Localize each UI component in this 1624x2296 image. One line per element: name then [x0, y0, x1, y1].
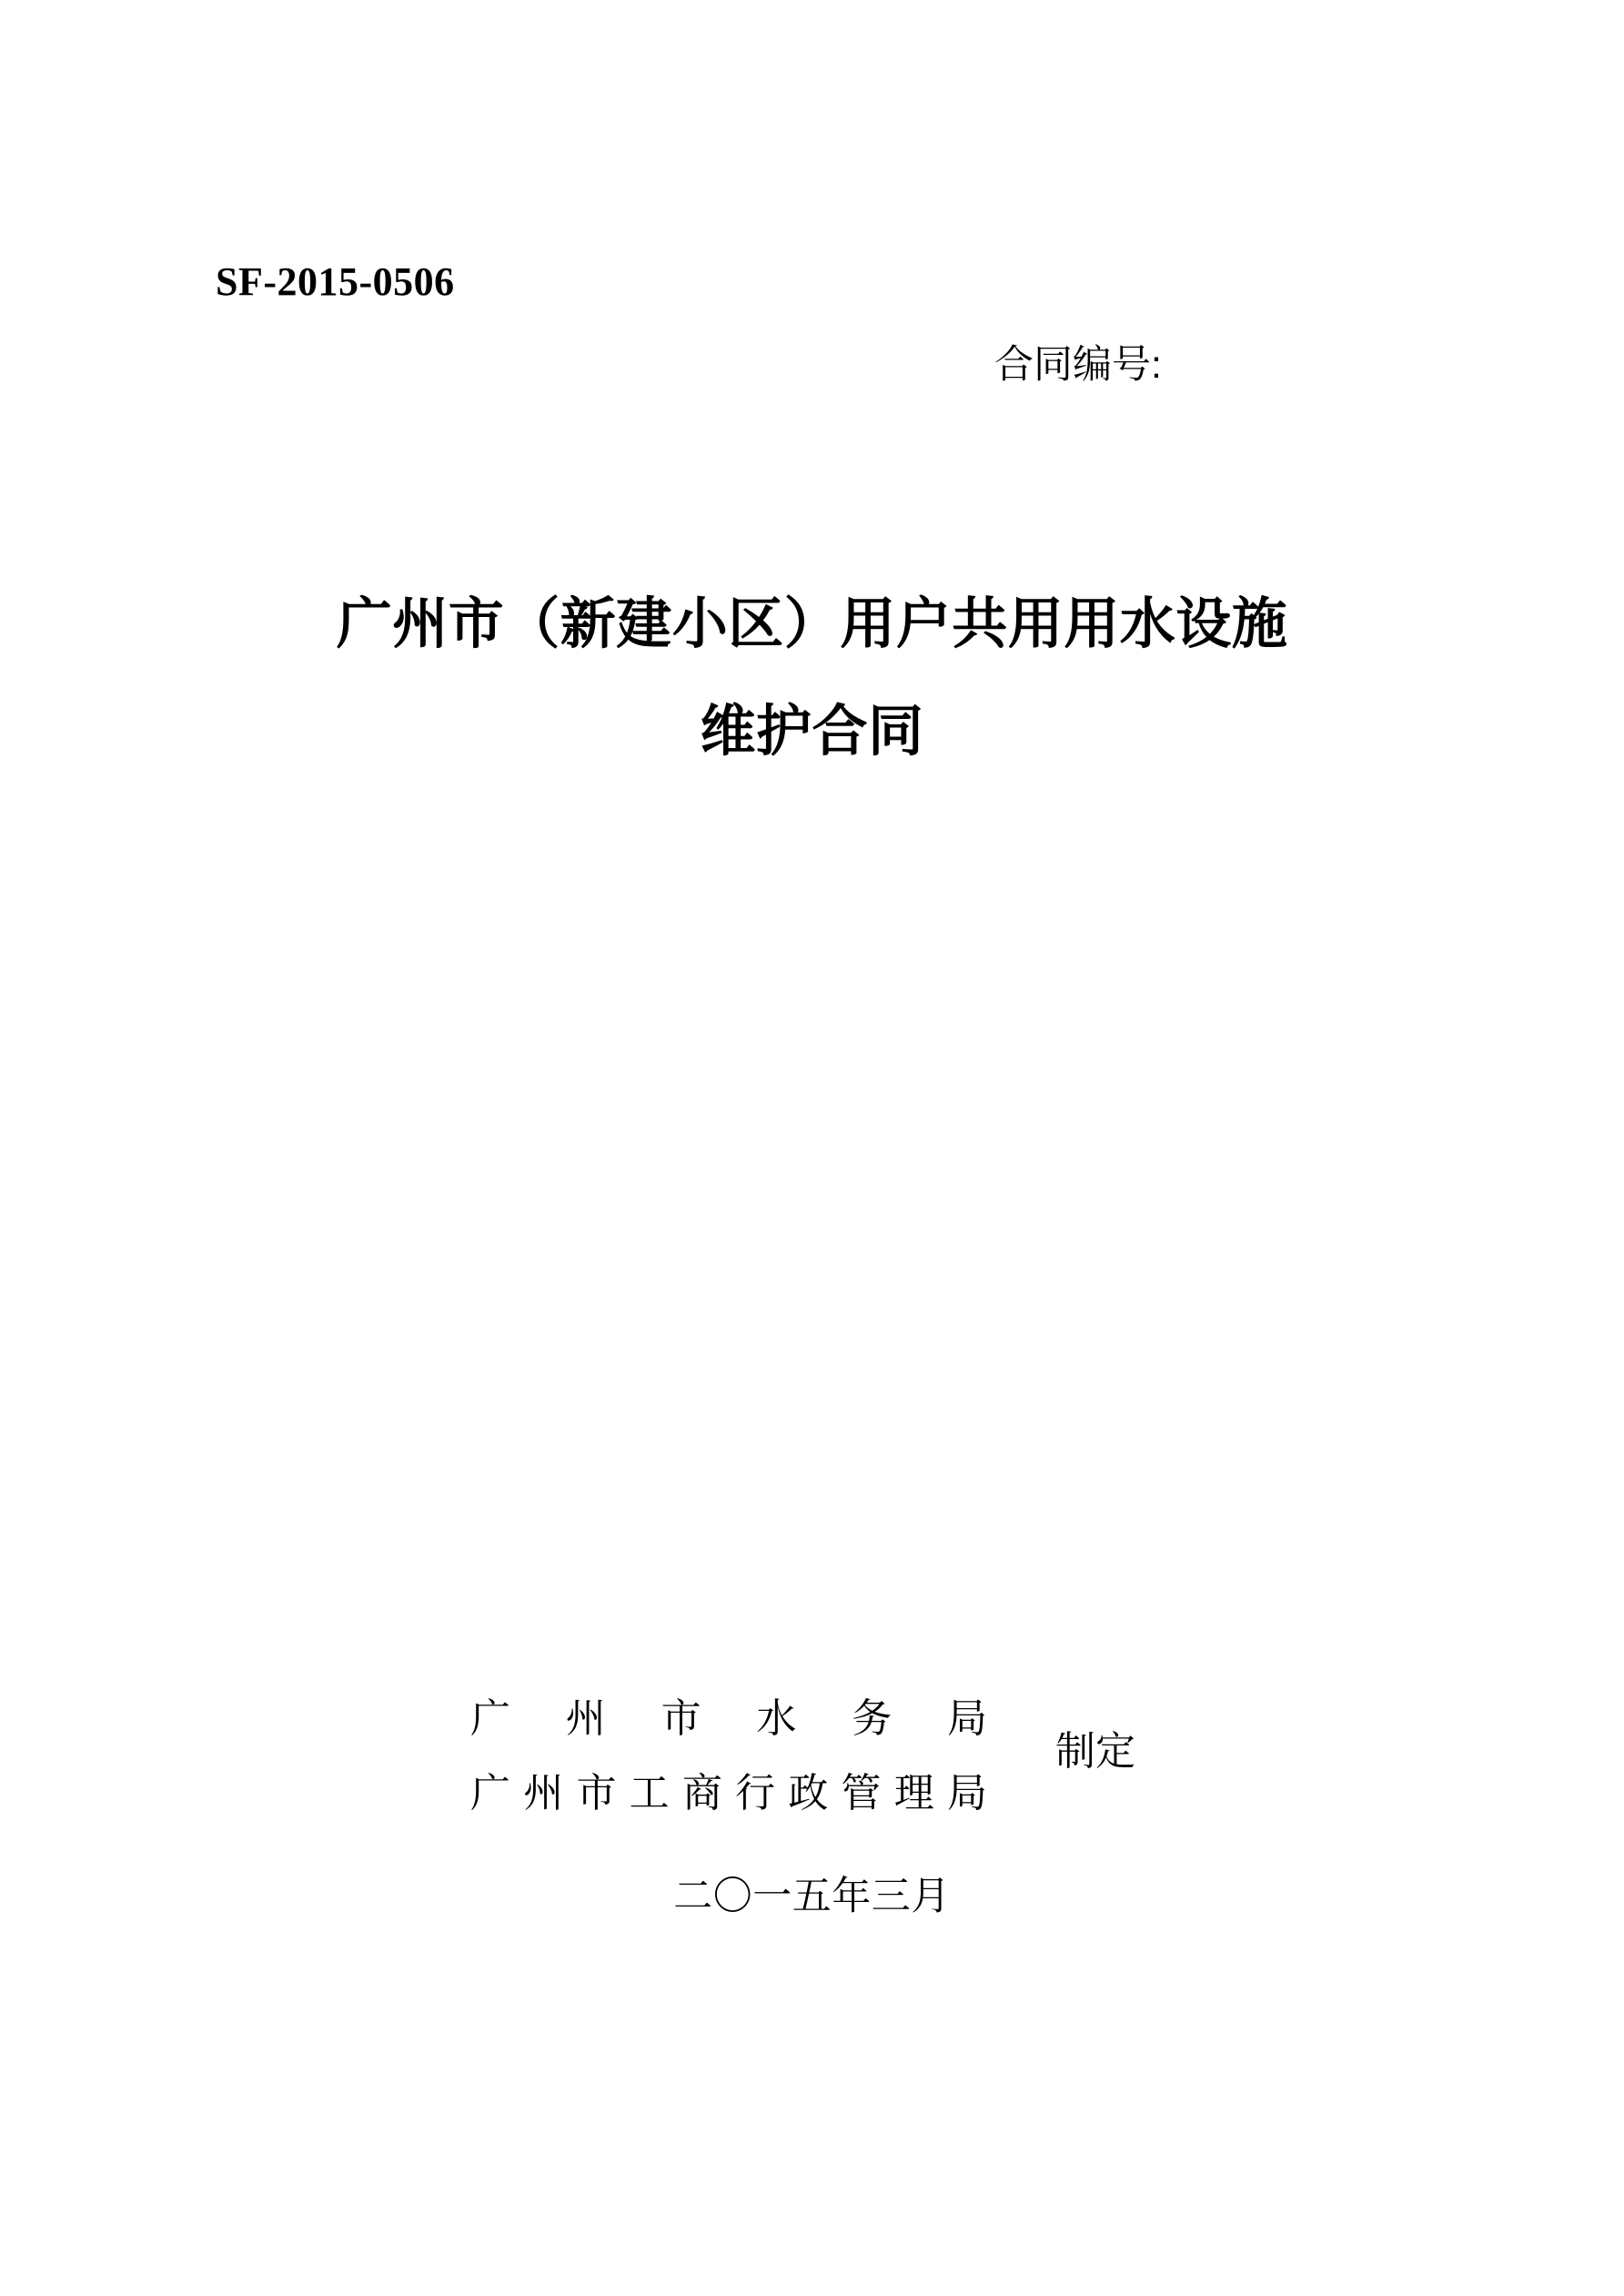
publication-date: 二〇一五年三月 [673, 1875, 951, 1918]
document-title-line1: 广州市（新建小区）用户共用用水设施 [336, 592, 1288, 654]
issuing-organizations [470, 1698, 987, 1815]
contract-number-label: 合同编号: [994, 343, 1162, 387]
issuer-org-water-bureau: 广 州 市 水 务 局 [470, 1696, 987, 1741]
issued-by-label: 制定 [1055, 1729, 1135, 1774]
issuer-org-industry-commerce-bureau: 广 州 市 工 商 行 政 管 理 局 [470, 1771, 987, 1816]
document-title-line2: 维护合同 [700, 700, 924, 762]
document-code: SF-2015-0506 [216, 259, 455, 304]
